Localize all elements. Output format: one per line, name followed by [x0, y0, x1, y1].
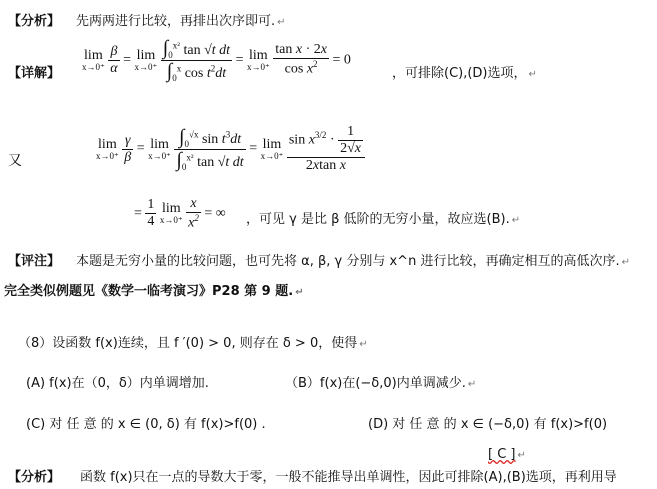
- analysis-label: 【分析】: [8, 14, 61, 29]
- formula-beta-alpha: lim x→0⁺ $\frac{\beta}{\alpha}$ = lim x→0⁺ $\frac{\int_0^{x^2} \tan √t dt}{\int_0^x \cos t^2dt}$ = lim x→0⁺ $\frac{\text{tan x · 2x}}{\cos x^2}$ = 0: [82, 37, 351, 83]
- detail-label: 【详解】: [8, 66, 61, 81]
- comment-text: 本题是无穷小量的比较问题，也可先将 α, β, γ 分别与 x^n 进行比较，再确定相互的高低次序. ↵: [76, 254, 630, 269]
- option-c: (C) 对 任 意 的 x ∈ (0, δ) 有 f(x)>f(0) .: [26, 417, 266, 432]
- conclusion-text: ，可见 γ 是比 β 低阶的无穷小量，故应选(B). ↵: [246, 212, 521, 227]
- analysis-label-2: 【分析】: [8, 470, 61, 485]
- option-b: （B）f(x)在(−δ,0)内单调减少. ↵: [285, 376, 477, 391]
- reference-line: 完全类似例题见《数学一临考演习》P28 第 9 题. ↵: [4, 284, 304, 299]
- option-a: (A) f(x)在（0，δ）内单调增加.: [26, 376, 209, 391]
- formula-limit-infinity: = $\frac{1}{4}$ lim x→0⁺ $\frac{x}{x^2}$ = ∞: [134, 196, 226, 231]
- option-d: (D) 对 任 意 的 x ∈ (−δ,0) 有 f(x)>f(0): [368, 417, 608, 432]
- analysis-text-2: 函数 f(x)只在一点的导数大于零，一般不能推导出单调性，因此可排除(A),(B)选项，再利用导: [80, 470, 617, 485]
- analysis-text: 先两两进行比较，再排出次序即可. ↵: [76, 14, 286, 29]
- question-8: （8）设函数 f(x)连续，且 f ′(0) > 0, 则存在 δ > 0，使得 ↵: [18, 336, 368, 351]
- formula-gamma-beta: lim x→0⁺ $\frac{\gamma}{\beta}$ = lim x→0⁺ $\frac{\int_0^{√x} \sin t^3dt}{\int_0^{x^2} \tan √t dt}$ = lim x→0⁺ $\sin x^{3/2}$ · $\frac{1}{2√x}$ 2xtan x: [96, 124, 365, 174]
- comment-label: 【评注】: [8, 254, 61, 269]
- detail-tail: ，可排除(C),(D)选项， ↵: [392, 66, 537, 81]
- also-label: 又: [8, 153, 22, 169]
- answer-bracket: [ C ] ↵: [488, 447, 526, 462]
